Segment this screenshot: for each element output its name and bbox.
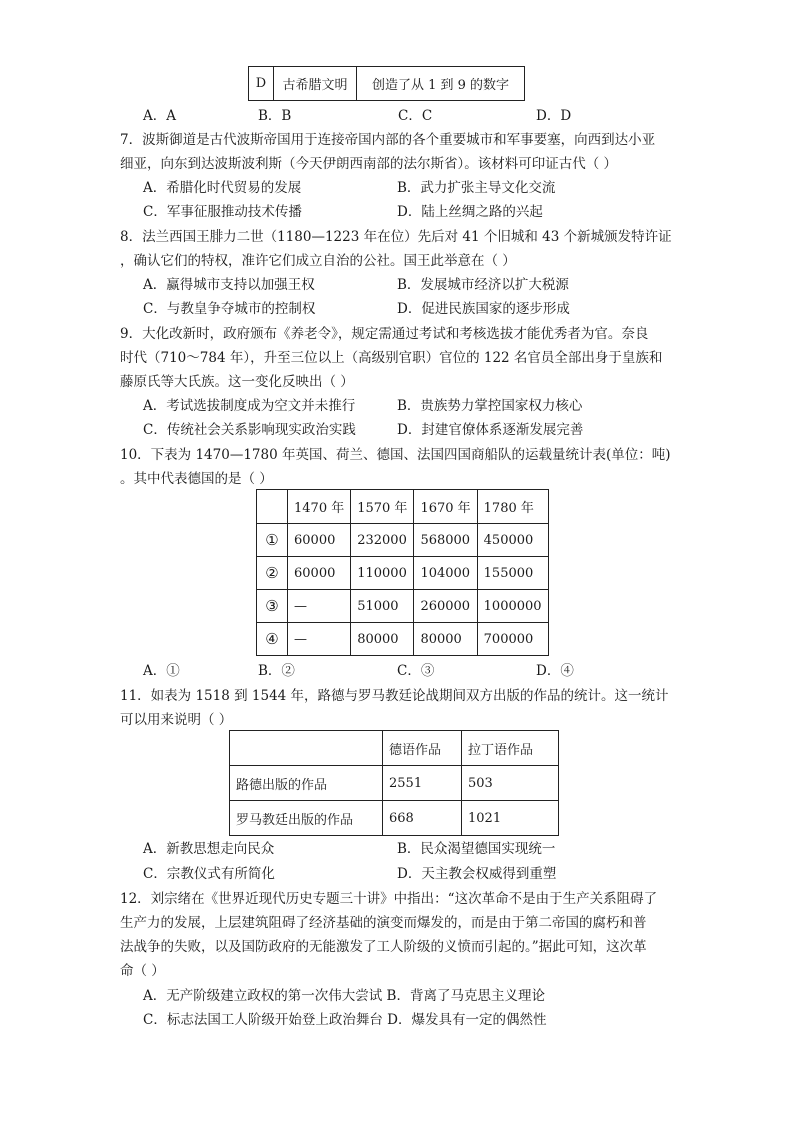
- question-text: 12．刘宗绪在《世界近现代历史专题三十讲》中指出：“这次革命不是由于生产关系阻碍了: [120, 891, 658, 907]
- table-cell: —: [288, 590, 351, 623]
- table-cell: 60000: [288, 557, 351, 590]
- table-header-row: [230, 731, 559, 766]
- table-cell: 232000: [351, 524, 414, 557]
- table-cell: 155000: [477, 557, 548, 590]
- table-cell: ④: [257, 623, 288, 656]
- option-d: D．促进民族国家的逐步形成: [397, 301, 570, 317]
- table-cell: 罗马教廷出版的作品: [230, 801, 383, 836]
- table-cell: ②: [257, 557, 288, 590]
- table-header-row: [257, 490, 549, 524]
- question-text: 7．波斯御道是古代波斯帝国用于连接帝国内部的各个重要城市和军事要塞，向西到达小亚: [120, 132, 656, 148]
- question-text: 。其中代表德国的是（ ）: [120, 471, 273, 487]
- table-header: 1570 年: [351, 490, 414, 524]
- question-text: 法战争的失败，以及国防政府的无能激发了工人阶级的义愤而引起的。”据此可知，这次革: [120, 939, 647, 955]
- option-d: D．陆上丝绸之路的兴起: [397, 204, 543, 220]
- table-cell: 450000: [477, 524, 548, 557]
- option-a: A．希腊化时代贸易的发展: [143, 180, 302, 196]
- option-a: A．考试选拔制度成为空文并未推行: [143, 398, 356, 414]
- option-c: C．与教皇争夺城市的控制权: [143, 301, 316, 317]
- option-b: B．②: [258, 663, 295, 679]
- table-cell: 古希腊文明: [274, 67, 357, 101]
- option-c: C．传统社会关系影响现实政治实践: [143, 422, 356, 438]
- table-row: [230, 766, 559, 801]
- option-b: B．发展城市经济以扩大税源: [397, 277, 569, 293]
- question-text: 可以用来说明（ ）: [120, 712, 233, 728]
- table-cell: 700000: [477, 623, 548, 656]
- question-text: ，确认它们的特权，准许它们成立自治的公社。国王此举意在（ ）: [120, 253, 516, 269]
- option-b: B．民众渴望德国实现统一: [397, 841, 556, 857]
- table-row: [249, 67, 525, 101]
- option-d: D．封建官僚体系逐渐发展完善: [397, 422, 584, 438]
- table-cell: 1021: [462, 801, 559, 836]
- table-cell: 110000: [351, 557, 414, 590]
- table-cell: 60000: [288, 524, 351, 557]
- option-b: B．武力扩张主导文化交流: [397, 180, 556, 196]
- option-c: C．C: [398, 108, 433, 124]
- option-a: A．A: [143, 108, 176, 124]
- table-cell: 创造了从 1 到 9 的数字: [357, 67, 525, 101]
- option-d: D．天主教会权威得到重塑: [397, 866, 557, 882]
- table-header: 1470 年: [288, 490, 351, 524]
- table-cell: 1000000: [477, 590, 548, 623]
- table-header: [257, 490, 288, 524]
- table-header: 1780 年: [477, 490, 548, 524]
- question-text: 藤原氏等大氏族。这一变化反映出（ ）: [120, 374, 354, 390]
- option-c: C．③: [397, 663, 435, 679]
- table-cell: ③: [257, 590, 288, 623]
- option-b: B．B: [258, 108, 292, 124]
- table-header: 拉丁语作品: [462, 731, 559, 766]
- table-header: 1670 年: [414, 490, 477, 524]
- table-row: [257, 623, 549, 656]
- table-row: [257, 557, 549, 590]
- option-c: C．军事征服推动技术传播: [143, 204, 302, 220]
- table-header: 德语作品: [383, 731, 462, 766]
- table-cell: 51000: [351, 590, 414, 623]
- table-cell: —: [288, 623, 351, 656]
- q6-table: [248, 66, 525, 101]
- q11-table: [229, 730, 559, 836]
- table-header: [230, 731, 383, 766]
- question-text: 11．如表为 1518 到 1544 年，路德与罗马教廷论战期间双方出版的作品的统计。这一统计: [120, 688, 669, 704]
- table-row: [257, 590, 549, 623]
- option-a: A．①: [143, 663, 180, 679]
- question-text: 生产力的发展，上层建筑阻碍了经济基础的演变而爆发的，而是由于第二帝国的腐朽和普: [120, 915, 647, 931]
- table-cell: ①: [257, 524, 288, 557]
- option-c: C．宗教仪式有所简化: [143, 866, 275, 882]
- table-cell: 路德出版的作品: [230, 766, 383, 801]
- table-cell: 503: [462, 766, 559, 801]
- q10-table: [256, 489, 549, 656]
- table-cell: D: [249, 67, 274, 101]
- option-line: C．标志法国工人阶级开始登上政治舞台 D．爆发具有一定的偶然性: [143, 1012, 547, 1028]
- table-row: [230, 801, 559, 836]
- table-cell: 80000: [351, 623, 414, 656]
- option-d: D．④: [536, 663, 574, 679]
- table-cell: 668: [383, 801, 462, 836]
- table-cell: 104000: [414, 557, 477, 590]
- table-cell: 80000: [414, 623, 477, 656]
- question-text: 10．下表为 1470—1780 年英国、荷兰、德国、法国四国商船队的运载量统计表(单位：吨): [120, 447, 671, 463]
- option-b: B．贵族势力掌控国家权力核心: [397, 398, 583, 414]
- question-text: 时代（710～784 年），升至三位以上（高级别官职）官位的 122 名官员全部出身于皇族和: [120, 350, 663, 366]
- option-d: D．D: [536, 108, 572, 124]
- table-cell: 568000: [414, 524, 477, 557]
- table-cell: 260000: [414, 590, 477, 623]
- option-a: A．赢得城市支持以加强王权: [143, 277, 315, 293]
- question-text: 命（ ）: [120, 963, 165, 979]
- option-a: A．新教思想走向民众: [143, 841, 275, 857]
- question-text: 9．大化改新时，政府颁布《养老令》，规定需通过考试和考核选拔才能优秀者为官。奈良: [120, 326, 649, 342]
- question-text: 8．法兰西国王腓力二世（1180—1223 年在位）先后对 41 个旧城和 43 个新城颁发特许证: [120, 229, 672, 245]
- table-cell: 2551: [383, 766, 462, 801]
- option-line: A．无产阶级建立政权的第一次伟大尝试 B．背离了马克思主义理论: [143, 988, 545, 1004]
- question-text: 细亚，向东到达波斯波利斯（今天伊朗西南部的法尔斯省）。该材料可印证古代（ ）: [120, 156, 618, 172]
- table-row: [257, 524, 549, 557]
